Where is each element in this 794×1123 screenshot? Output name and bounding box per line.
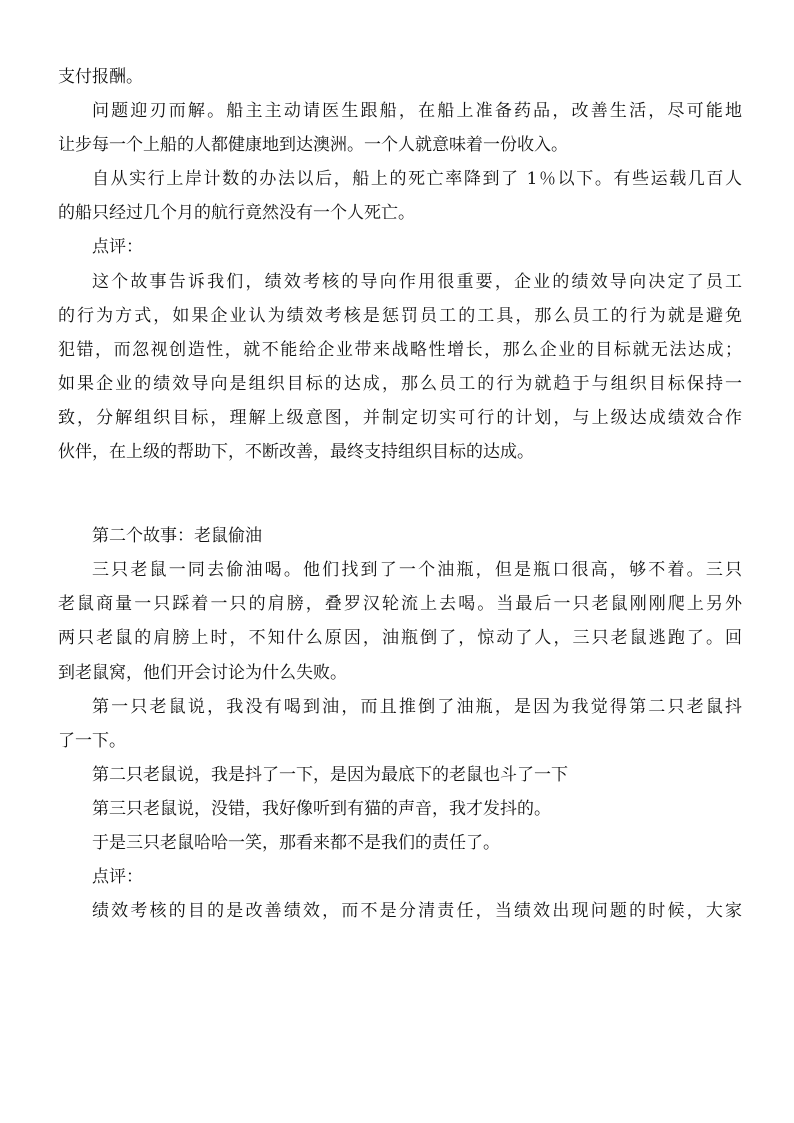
paragraph-line: 伙伴，在上级的帮助下，不断改善，最终支持组织目标的达成。: [58, 442, 534, 463]
paragraph-line: 让步每一个上船的人都健康地到达澳洲。一个人就意味着一份收入。: [58, 135, 568, 156]
paragraph-line: 第一只老鼠说，我没有喝到油，而且推倒了油瓶，是因为我觉得第二只老鼠抖: [92, 696, 742, 717]
document-body: [58, 60, 742, 928]
section-heading: 点评：: [92, 867, 143, 888]
section-spacer: [58, 469, 742, 519]
paragraph-line: 如果企业的绩效导向是组织目标的达成，那么员工的行为就趋于与组织目标保持一: [58, 373, 742, 394]
paragraph-line: 自从实行上岸计数的办法以后，船上的死亡率降到了 1％以下。有些运载几百人: [92, 169, 742, 190]
paragraph-line: 绩效考核的目的是改善绩效，而不是分清责任，当绩效出现问题的时候，大家: [92, 901, 742, 922]
paragraph-line: 老鼠商量一只踩着一只的肩膀，叠罗汉轮流上去喝。当最后一只老鼠刚刚爬上另外: [58, 594, 742, 615]
paragraph-line: 第二只老鼠说，我是抖了一下，是因为最底下的老鼠也斗了一下: [92, 764, 568, 785]
paragraph-line: 第三只老鼠说，没错，我好像听到有猫的声音，我才发抖的。: [92, 798, 551, 819]
section-heading: 点评：: [92, 237, 143, 258]
paragraph-line: 到老鼠窝，他们开会讨论为什么失败。: [58, 662, 347, 683]
paragraph-line: 两只老鼠的肩膀上时，不知什么原因，油瓶倒了，惊动了人，三只老鼠逃跑了。回: [58, 628, 742, 649]
paragraph-line: 三只老鼠一同去偷油喝。他们找到了一个油瓶，但是瓶口很高，够不着。三只: [92, 560, 742, 581]
paragraph-line: 支付报酬。: [58, 67, 143, 87]
paragraph-line: 这个故事告诉我们，绩效考核的导向作用很重要，企业的绩效导向决定了员工: [92, 271, 742, 292]
paragraph-line: 的船只经过几个月的航行竟然没有一个人死亡。: [58, 203, 415, 224]
story-title: 第二个故事：老鼠偷油: [92, 526, 262, 547]
paragraph-line: 犯错，而忽视创造性，就不能给企业带来战略性增长，那么企业的目标就无法达成；: [58, 339, 742, 360]
paragraph-line: 了一下。: [58, 730, 126, 751]
paragraph-line: 的行为方式，如果企业认为绩效考核是惩罚员工的工具，那么员工的行为就是避免: [58, 305, 742, 326]
paragraph-line: 问题迎刃而解。船主主动请医生跟船，在船上准备药品，改善生活，尽可能地: [92, 101, 742, 122]
paragraph-line: 致，分解组织目标，理解上级意图，并制定切实可行的计划，与上级达成绩效合作: [58, 407, 742, 428]
paragraph-line: 于是三只老鼠哈哈一笑，那看来都不是我们的责任了。: [92, 832, 500, 853]
